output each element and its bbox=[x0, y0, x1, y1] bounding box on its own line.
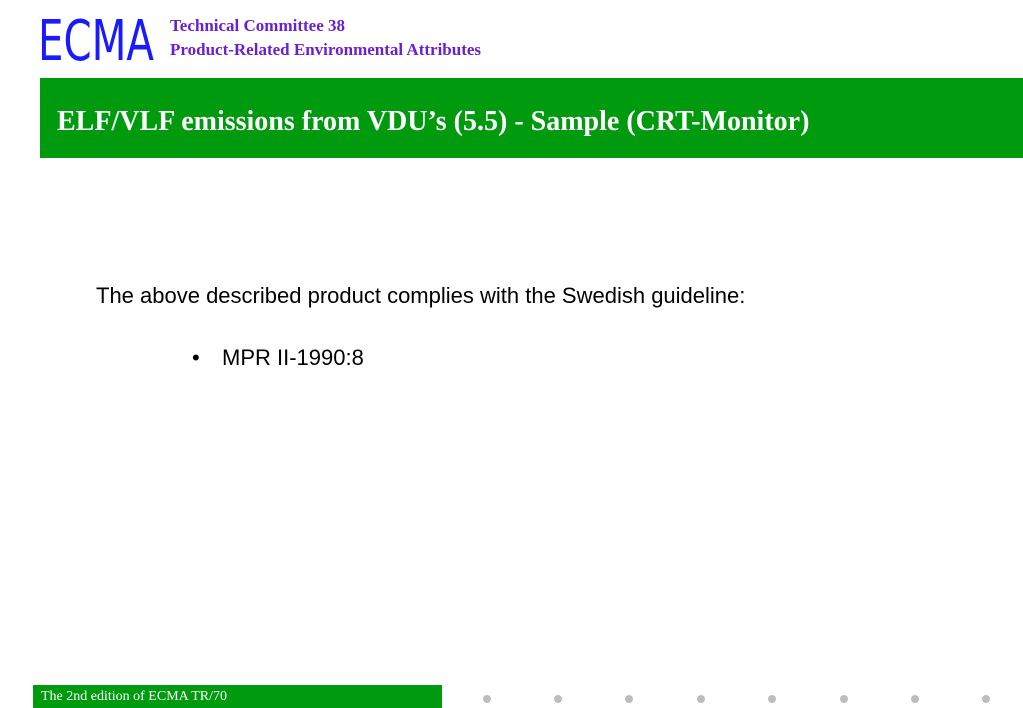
ecma-logo bbox=[38, 4, 156, 74]
slide-title: ELF/VLF emissions from VDU’s (5.5) - Sample (CRT-Monitor) bbox=[57, 106, 810, 137]
committee-subtitle: Product-Related Environmental Attributes bbox=[170, 40, 482, 59]
bullet-text: MPR II-1990:8 bbox=[222, 345, 364, 370]
footer-dot bbox=[483, 695, 491, 703]
bullet-marker: • bbox=[192, 345, 200, 370]
footer-dot bbox=[625, 695, 633, 703]
footer-bar bbox=[33, 685, 442, 708]
footer-dot bbox=[554, 695, 562, 703]
bullet-list-item bbox=[188, 344, 364, 372]
footer-dot bbox=[697, 695, 705, 703]
footer-dot bbox=[768, 695, 776, 703]
ecma-logo-text: ECMA bbox=[38, 9, 154, 74]
footer-dot bbox=[911, 695, 919, 703]
footer-dot bbox=[982, 695, 990, 703]
footer-dot bbox=[840, 695, 848, 703]
committee-name: Technical Committee 38 bbox=[170, 16, 346, 35]
committee-heading bbox=[170, 14, 481, 62]
footer-text: The 2nd edition of ECMA TR/70 bbox=[41, 689, 228, 704]
title-bar bbox=[40, 78, 1023, 158]
intro-text: The above described product complies with the Swedish guideline: bbox=[96, 283, 746, 308]
